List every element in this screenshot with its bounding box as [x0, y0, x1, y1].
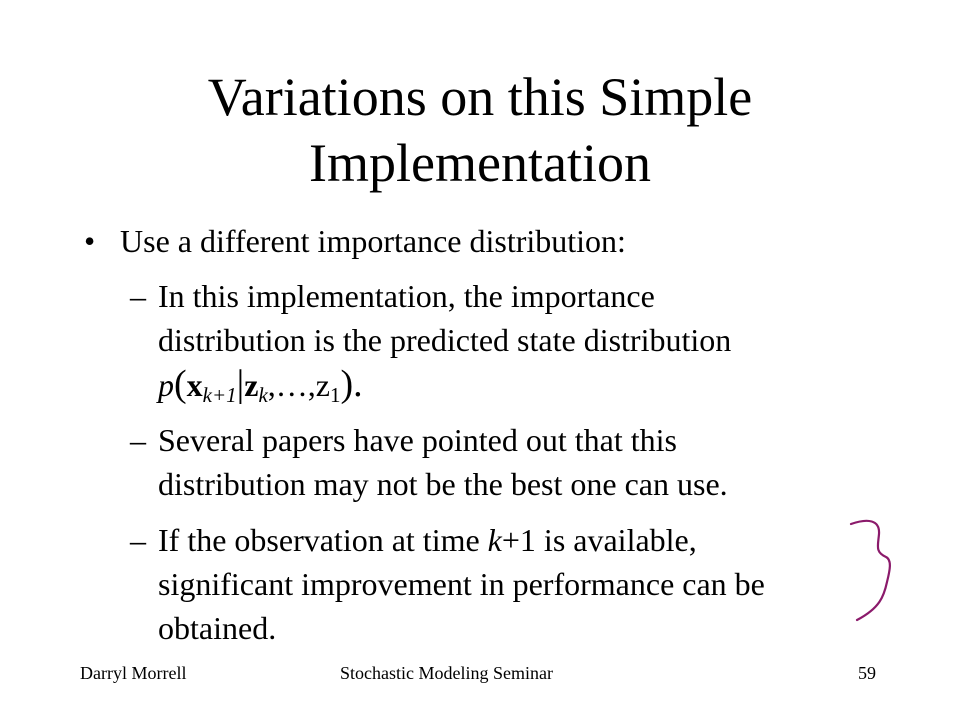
formula-x-subscript: k+1	[202, 383, 237, 407]
footer-seminar: Stochastic Modeling Seminar	[340, 663, 553, 683]
formula-x: x	[186, 367, 203, 403]
slide-title-line1: Variations on this Simple	[207, 67, 753, 127]
sub-bullet-dash: –	[130, 422, 146, 458]
formula-z1-subscript: 1	[330, 383, 341, 407]
sub-bullet-dash: –	[130, 278, 146, 314]
sub-bullet-text: If the observation at time	[158, 522, 488, 558]
sub-bullet-line: significant improvement in performance can be	[158, 566, 765, 602]
sub-bullet-line: obtained.	[158, 610, 277, 646]
variable-k: k	[487, 522, 502, 558]
formula-z: z	[244, 367, 259, 403]
sub-bullet-line: Several papers have pointed out that this	[158, 422, 677, 458]
formula-ellipsis: ,…,z	[267, 367, 330, 403]
formula-bar: |	[236, 363, 245, 405]
footer-author: Darryl Morrell	[80, 663, 187, 683]
sub-bullet-line: In this implementation, the importance	[158, 278, 655, 314]
sub-bullet-line: distribution is the predicted state distribution	[158, 322, 732, 358]
formula-p: p	[158, 367, 174, 403]
sub-bullet-line: distribution may not be the best one can use.	[158, 466, 728, 502]
bullet-text: Use a different importance distribution:	[120, 223, 626, 259]
sub-bullet-dash: –	[130, 522, 146, 558]
footer-page-number: 59	[858, 663, 876, 683]
formula-close: ).	[340, 363, 363, 405]
formula-z-subscript: k	[258, 383, 268, 407]
handwritten-bracket-path	[851, 521, 890, 620]
formula-open-paren: (	[174, 363, 187, 405]
slide-title-line2: Implementation	[309, 133, 651, 193]
sub-bullet-text: +1 is available,	[501, 522, 697, 558]
bullet-marker: •	[84, 223, 96, 259]
